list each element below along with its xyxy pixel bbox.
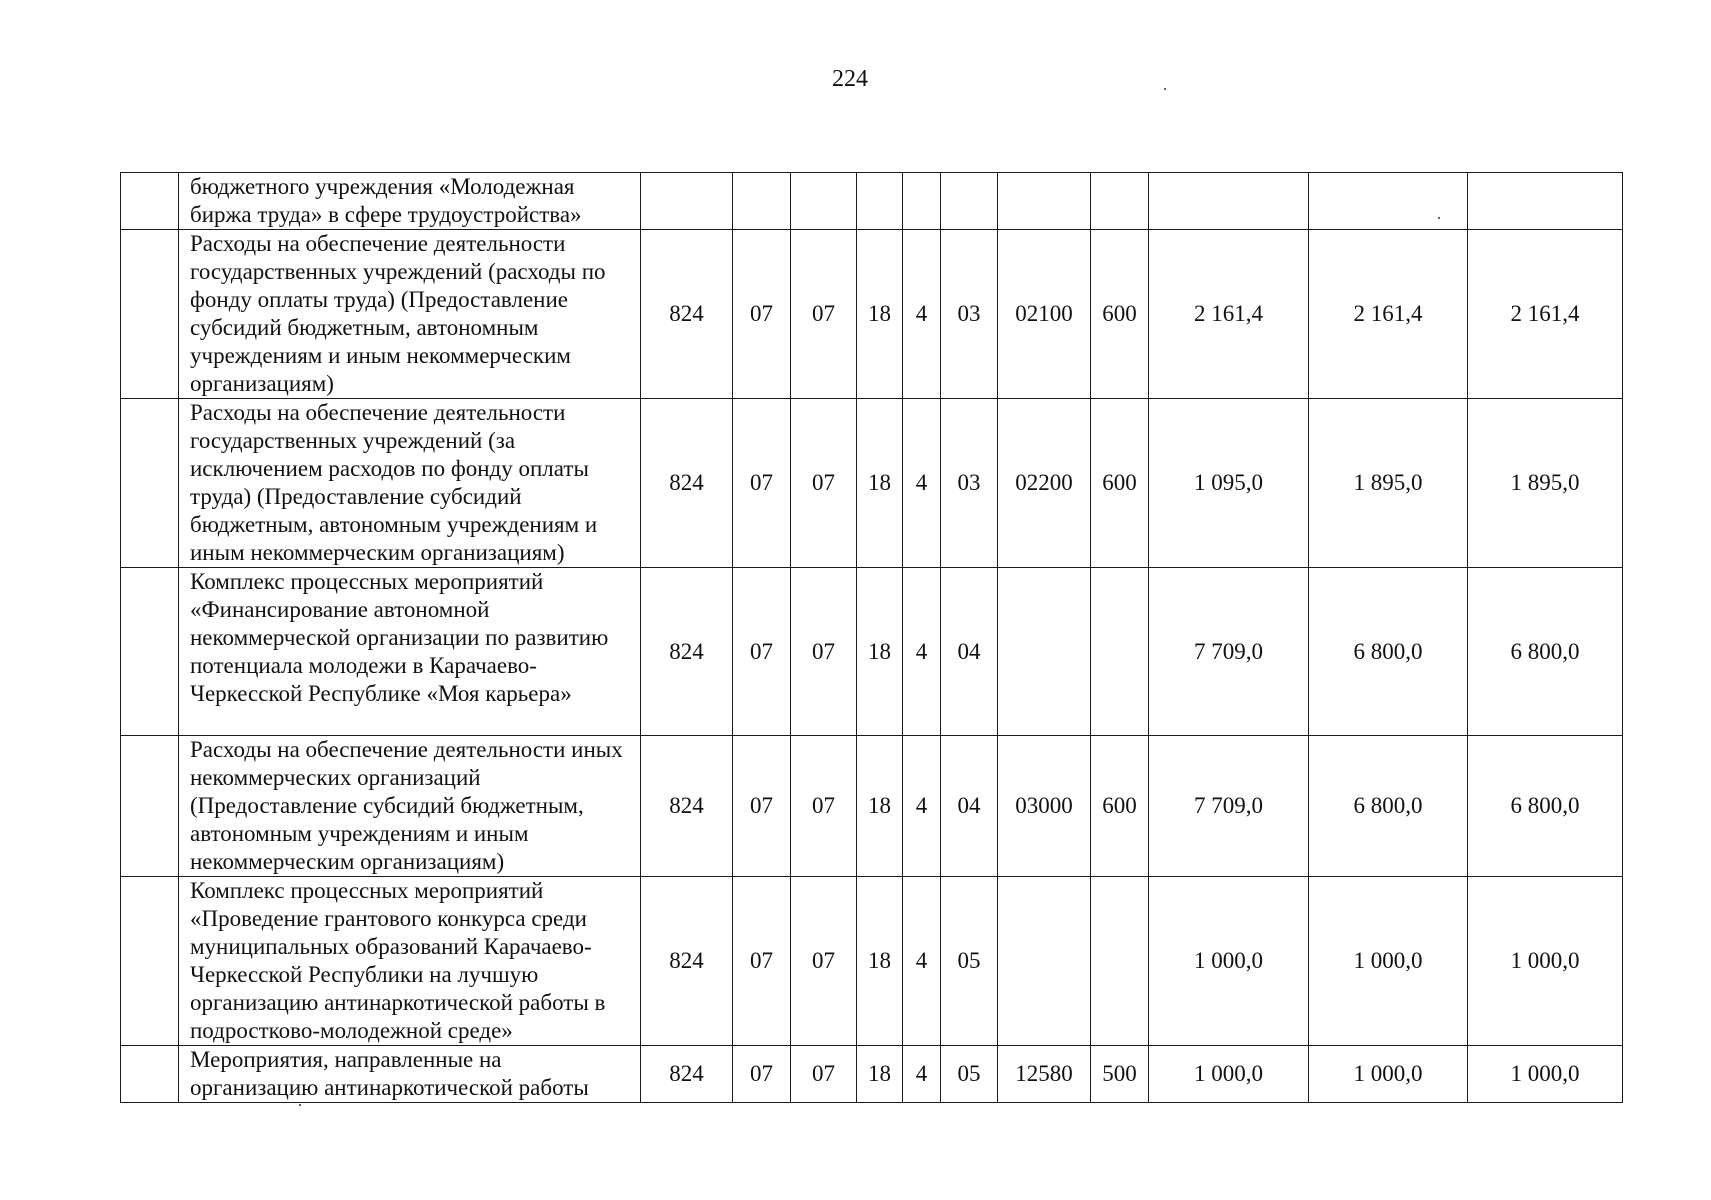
sum2-cell: 2 161,4 <box>1309 230 1468 399</box>
cs2-cell: 4 <box>903 1046 941 1103</box>
cs1-cell: 18 <box>857 736 903 877</box>
description-cell: Комплекс процессных мероприятий «Финансирование автономной некоммерческой организации по развитию потенциала молодежи в Карачаево-Черкесской Республике «Моя карьера» <box>179 568 641 736</box>
vr-cell: 500 <box>1091 1046 1149 1103</box>
sum1-cell: 1 095,0 <box>1149 399 1309 568</box>
description-cell: Расходы на обеспечение деятельности государственных учреждений (за исключением расходов по фонду оплаты труда) (Предоставление субсидий бюджетным, автономным учреждениям и иным некоммерческим организациям) <box>179 399 641 568</box>
table-row <box>121 230 1623 399</box>
sum3-cell: 1 895,0 <box>1468 399 1623 568</box>
cs3-cell <box>941 173 998 230</box>
sum1-cell <box>1149 173 1309 230</box>
vr-cell <box>1091 173 1149 230</box>
description-cell: Комплекс процессных мероприятий «Проведение грантового конкурса среди муниципальных образований Карачаево-Черкесской Республики на лучшую организацию антинаркотической работы в подростково-молодежной среде» <box>179 877 641 1046</box>
cs2-cell: 4 <box>903 230 941 399</box>
table-row <box>121 173 1623 230</box>
vr-cell: 600 <box>1091 399 1149 568</box>
ved-cell: 824 <box>641 230 733 399</box>
cs2-cell: 4 <box>903 736 941 877</box>
pr-cell: 07 <box>791 230 857 399</box>
cs4-cell: 02200 <box>998 399 1091 568</box>
cs1-cell: 18 <box>857 399 903 568</box>
scan-dot <box>1164 88 1166 90</box>
table-row <box>121 1046 1623 1103</box>
table-row <box>121 877 1623 1046</box>
cs1-cell <box>857 173 903 230</box>
sum2-cell <box>1309 173 1468 230</box>
cs4-cell <box>998 173 1091 230</box>
sum2-cell: 1 000,0 <box>1309 1046 1468 1103</box>
cs1-cell: 18 <box>857 568 903 736</box>
pr-cell: 07 <box>791 877 857 1046</box>
sum3-cell: 6 800,0 <box>1468 568 1623 736</box>
sum3-cell <box>1468 173 1623 230</box>
sum3-cell: 1 000,0 <box>1468 877 1623 1046</box>
cs2-cell: 4 <box>903 877 941 1046</box>
cs3-cell: 04 <box>941 568 998 736</box>
rz-cell: 07 <box>733 230 791 399</box>
vr-cell <box>1091 568 1149 736</box>
sum1-cell: 1 000,0 <box>1149 877 1309 1046</box>
rz-cell: 07 <box>733 1046 791 1103</box>
table-row <box>121 568 1623 736</box>
cs3-cell: 03 <box>941 230 998 399</box>
ved-cell <box>641 173 733 230</box>
cs4-cell: 02100 <box>998 230 1091 399</box>
cs3-cell: 05 <box>941 1046 998 1103</box>
pr-cell: 07 <box>791 568 857 736</box>
cs3-cell: 05 <box>941 877 998 1046</box>
description-cell: бюджетного учреждения «Молодежная биржа труда» в сфере трудоустройства» <box>179 173 641 230</box>
sum2-cell: 1 000,0 <box>1309 877 1468 1046</box>
row-number-cell <box>121 230 179 399</box>
row-number-cell <box>121 399 179 568</box>
pr-cell <box>791 173 857 230</box>
sum1-cell: 7 709,0 <box>1149 568 1309 736</box>
cs2-cell: 4 <box>903 399 941 568</box>
ved-cell: 824 <box>641 1046 733 1103</box>
cs1-cell: 18 <box>857 230 903 399</box>
vr-cell <box>1091 877 1149 1046</box>
cs4-cell: 12580 <box>998 1046 1091 1103</box>
pr-cell: 07 <box>791 736 857 877</box>
pr-cell: 07 <box>791 399 857 568</box>
ved-cell: 824 <box>641 736 733 877</box>
vr-cell: 600 <box>1091 230 1149 399</box>
cs2-cell: 4 <box>903 568 941 736</box>
row-number-cell <box>121 736 179 877</box>
description-cell: Мероприятия, направленные на организацию антинаркотической работы <box>179 1046 641 1103</box>
ved-cell: 824 <box>641 568 733 736</box>
cs3-cell: 04 <box>941 736 998 877</box>
sum2-cell: 6 800,0 <box>1309 736 1468 877</box>
cs1-cell: 18 <box>857 877 903 1046</box>
sum3-cell: 6 800,0 <box>1468 736 1623 877</box>
cs4-cell <box>998 568 1091 736</box>
scan-dot <box>299 1104 301 1106</box>
table-row <box>121 399 1623 568</box>
row-number-cell <box>121 173 179 230</box>
sum2-cell: 1 895,0 <box>1309 399 1468 568</box>
cs4-cell: 03000 <box>998 736 1091 877</box>
pr-cell: 07 <box>791 1046 857 1103</box>
sum1-cell: 1 000,0 <box>1149 1046 1309 1103</box>
sum1-cell: 2 161,4 <box>1149 230 1309 399</box>
ved-cell: 824 <box>641 877 733 1046</box>
description-cell: Расходы на обеспечение деятельности иных некоммерческих организаций (Предоставление субсидий бюджетным, автономным учреждениям и иным некоммерческим организациям) <box>179 736 641 877</box>
table-row <box>121 736 1623 877</box>
rz-cell: 07 <box>733 568 791 736</box>
row-number-cell <box>121 568 179 736</box>
sum1-cell: 7 709,0 <box>1149 736 1309 877</box>
rz-cell: 07 <box>733 736 791 877</box>
rz-cell: 07 <box>733 399 791 568</box>
sum2-cell: 6 800,0 <box>1309 568 1468 736</box>
rz-cell <box>733 173 791 230</box>
row-number-cell <box>121 1046 179 1103</box>
sum3-cell: 1 000,0 <box>1468 1046 1623 1103</box>
cs4-cell <box>998 877 1091 1046</box>
rz-cell: 07 <box>733 877 791 1046</box>
sum3-cell: 2 161,4 <box>1468 230 1623 399</box>
page-number: 224 <box>832 66 868 92</box>
description-cell: Расходы на обеспечение деятельности государственных учреждений (расходы по фонду оплаты труда) (Предоставление субсидий бюджетным, автономным учреждениям и иным некоммерческим организациям) <box>179 230 641 399</box>
ved-cell: 824 <box>641 399 733 568</box>
budget-table <box>120 172 1623 1103</box>
row-number-cell <box>121 877 179 1046</box>
cs3-cell: 03 <box>941 399 998 568</box>
cs2-cell <box>903 173 941 230</box>
cs1-cell: 18 <box>857 1046 903 1103</box>
vr-cell: 600 <box>1091 736 1149 877</box>
